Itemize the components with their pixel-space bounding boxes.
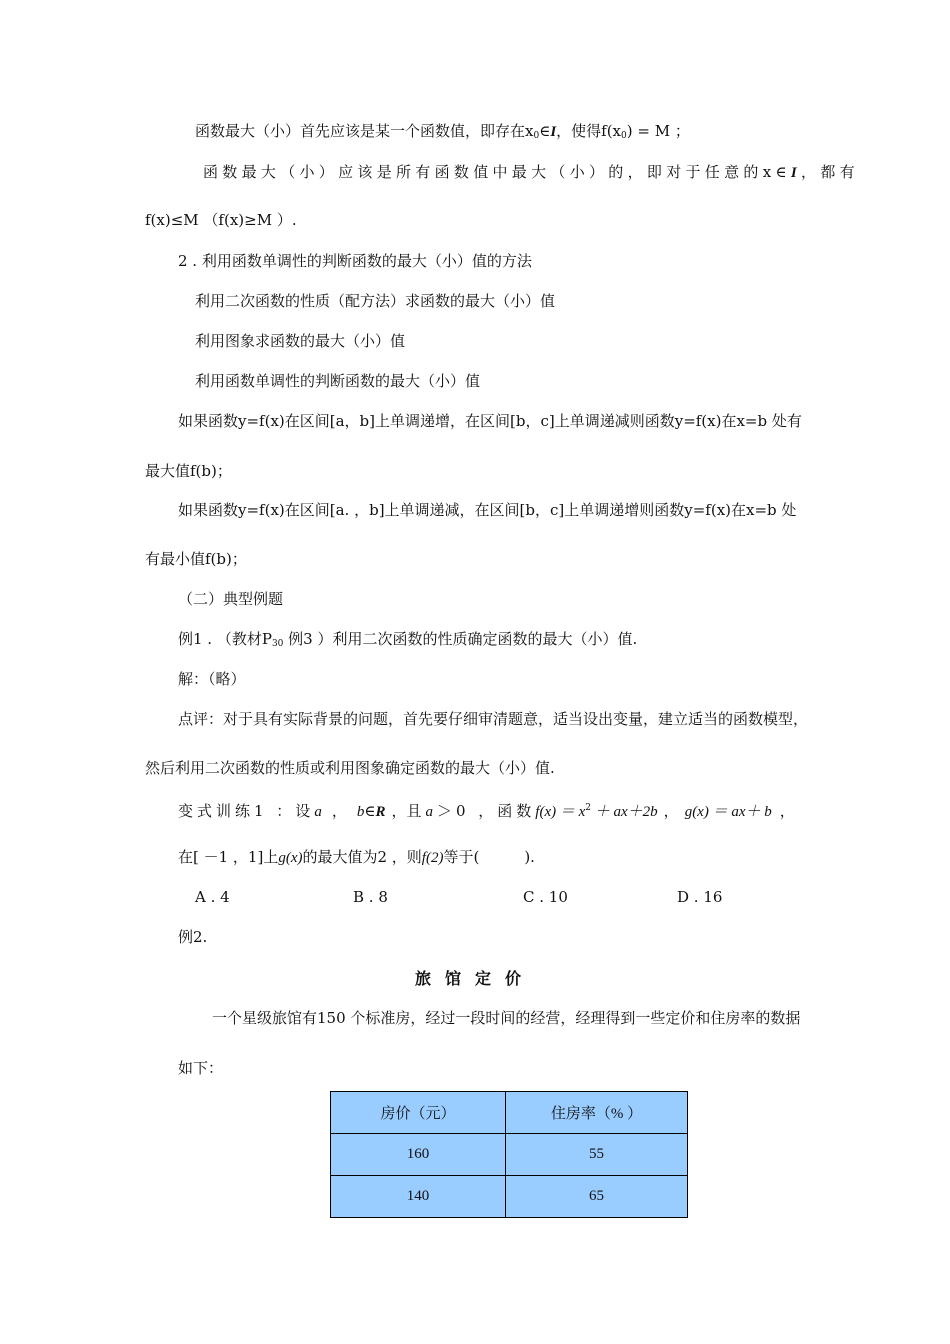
math-formula: g(x) ＝ ax＋ b bbox=[684, 804, 772, 820]
text-line: 一个星级旅馆有150 个标准房，经过一段时间的经营，经理得到一些定价和住房率的数据 bbox=[212, 1009, 801, 1027]
subscript: 0 bbox=[621, 131, 627, 141]
math-symbol: I bbox=[790, 165, 802, 181]
price-table bbox=[330, 1091, 688, 1218]
text-line: 最大值f(b)； bbox=[145, 462, 232, 480]
option-c: C . 10 bbox=[523, 888, 568, 906]
text-span: ， bbox=[331, 802, 347, 820]
option-a: A . 4 bbox=[195, 888, 230, 906]
text-line bbox=[195, 121, 690, 146]
text-span: ＞0 ，函数 bbox=[436, 802, 536, 820]
text-span: 例1 . （教材P bbox=[178, 630, 272, 648]
text-span: ) = M ； bbox=[626, 122, 690, 140]
math-formula: f(2) bbox=[421, 850, 444, 866]
text-line: 如下： bbox=[178, 1059, 224, 1077]
option-b: B . 8 bbox=[353, 888, 388, 906]
text-span: 函数最大（小）应该是所有函数值中最大（小）的，即对于任意的x∈ bbox=[203, 163, 791, 181]
math-symbol: I bbox=[550, 124, 557, 140]
section-heading: （二）典型例题 bbox=[178, 590, 284, 608]
text-line: 点评：对于具有实际背景的问题，首先要仔细审清题意，适当设出变量，建立适当的函数模型， bbox=[178, 710, 809, 728]
table-cell: 55 bbox=[506, 1134, 688, 1176]
text-span: ∈ bbox=[539, 122, 551, 140]
math-symbol: b bbox=[356, 804, 365, 820]
math-symbol: a bbox=[425, 804, 433, 820]
table-row bbox=[331, 1176, 688, 1218]
subscript: 30 bbox=[271, 639, 284, 649]
text-line: 利用函数单调性的判断函数的最大（小）值 bbox=[195, 372, 481, 390]
text-span: ， bbox=[779, 802, 795, 820]
exercise-line bbox=[178, 798, 795, 822]
exercise-line bbox=[178, 847, 535, 868]
text-line: 如果函数y=f(x)在区间[a，b]上单调递增，在区间[b，c]上单调递减则函数y=f(x)在x=b 处有 bbox=[178, 412, 802, 430]
text-line: 解：（略） bbox=[178, 670, 246, 688]
text-span: 例3 ）利用二次函数的性质确定函数的最大（小）值. bbox=[283, 630, 638, 648]
text-span: 函数最大（小）首先应该是某一个函数值，即存在x bbox=[195, 122, 534, 140]
math-symbol: a bbox=[314, 804, 322, 820]
text-line: 利用二次函数的性质（配方法）求函数的最大（小）值 bbox=[195, 292, 556, 310]
text-span: 等于( ). bbox=[443, 848, 535, 866]
math-symbol: R bbox=[375, 804, 386, 820]
table-cell: 140 bbox=[331, 1176, 506, 1218]
table-header-cell: 住房率（% ） bbox=[506, 1092, 688, 1134]
text-line: 如果函数y=f(x)在区间[a. ，b]上单调递减，在区间[b，c]上单调递增则函数y=f(x)在x=b 处 bbox=[178, 501, 797, 519]
text-span: ，且 bbox=[391, 802, 422, 820]
subscript: 0 bbox=[533, 131, 540, 141]
text-line: 有最小值f(b)； bbox=[145, 550, 247, 568]
table-row bbox=[331, 1134, 688, 1176]
text-span: ∈ bbox=[364, 802, 376, 820]
table-header-cell: 房价（元） bbox=[331, 1092, 506, 1134]
superscript: 2 bbox=[585, 803, 591, 813]
text-span: ，都有 bbox=[801, 163, 859, 181]
text-line bbox=[178, 629, 637, 654]
option-d: D . 16 bbox=[677, 888, 723, 906]
text-span: ，使得f(x bbox=[556, 122, 622, 140]
table-cell: 160 bbox=[331, 1134, 506, 1176]
text-line: 然后利用二次函数的性质或利用图象确定函数的最大（小）值. bbox=[145, 759, 555, 777]
text-span: 变式训练1 ：设 bbox=[178, 802, 315, 820]
text-span: 的最大值为2 ，则 bbox=[302, 848, 422, 866]
table-header-row bbox=[331, 1092, 688, 1134]
text-line: f(x)≤M （f(x)≥M ）. bbox=[145, 211, 297, 229]
text-span: 在[ －1 ，1]上 bbox=[178, 848, 279, 866]
text-line: 例2. bbox=[178, 928, 208, 946]
table-cell: 65 bbox=[506, 1176, 688, 1218]
math-formula: ＋ ax＋2b bbox=[591, 804, 658, 820]
text-span: ， bbox=[663, 802, 679, 820]
text-line bbox=[203, 162, 859, 183]
section-title: 旅馆定价 bbox=[414, 969, 535, 988]
math-formula: g(x) bbox=[278, 850, 303, 866]
section-heading: 2 . 利用函数单调性的判断函数的最大（小）值的方法 bbox=[178, 252, 532, 270]
text-line: 利用图象求函数的最大（小）值 bbox=[195, 332, 406, 350]
math-formula: f(x) ＝ x bbox=[535, 804, 586, 820]
